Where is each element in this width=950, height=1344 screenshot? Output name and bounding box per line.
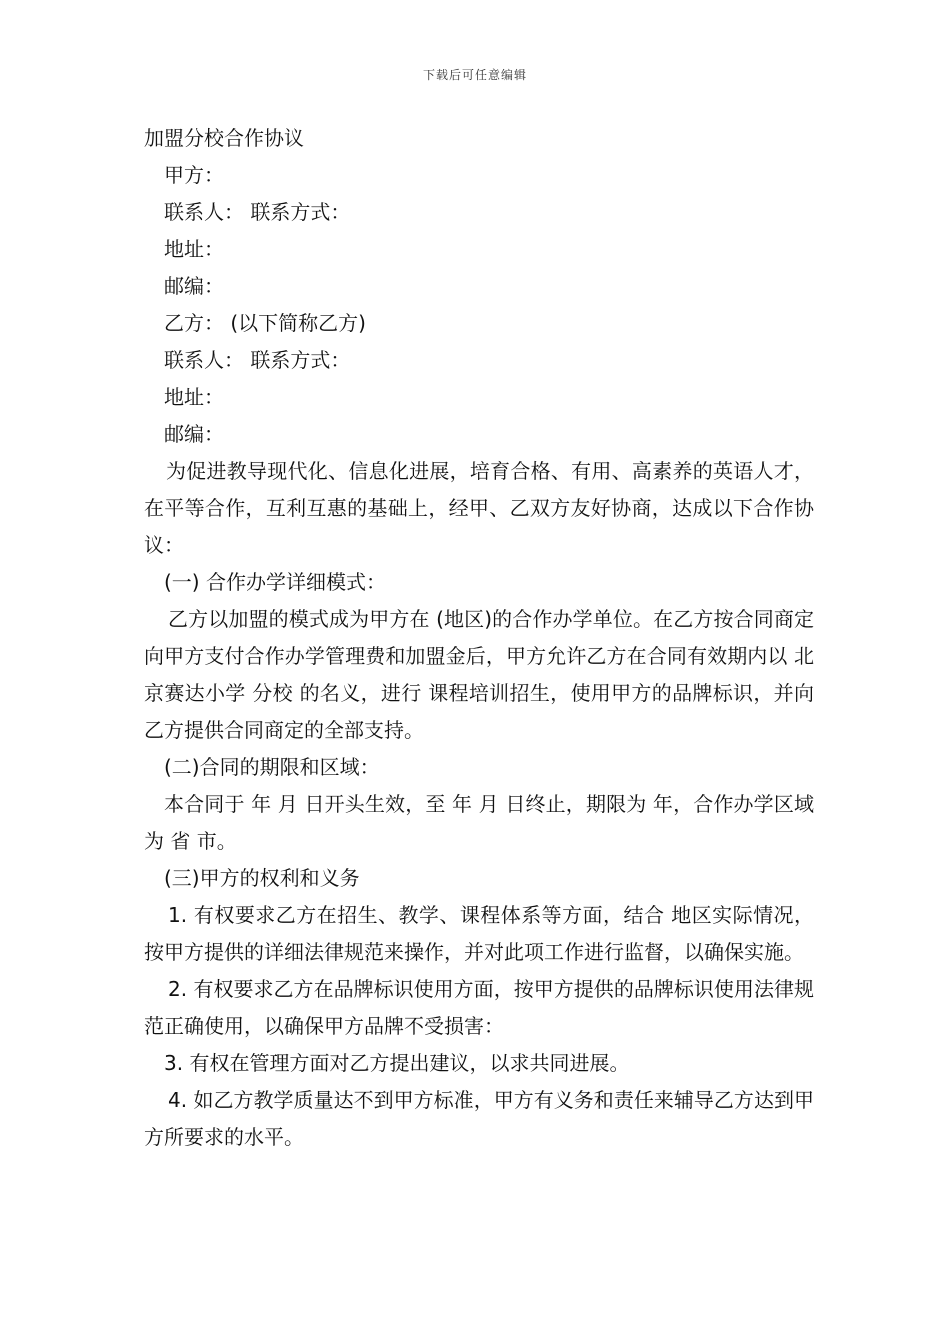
party-b-label: 乙方： (以下简称乙方) xyxy=(164,311,366,335)
section-1-heading: (一) 合作办学详细模式： xyxy=(164,570,386,594)
party-a-label: 甲方： xyxy=(164,163,224,187)
party-a-contact: 联系人： 联系方式： xyxy=(164,200,351,224)
party-b-contact: 联系人： 联系方式： xyxy=(164,348,351,372)
section-3-item-3: 3. 有权在管理方面对乙方提出建议，以求共同进展。 xyxy=(164,1051,630,1075)
intro-paragraph: 为促进教导现代化、信息化进展，培育合格、有用、高素养的英语人才，在平等合作，互利互惠的基础上，经甲、乙双方友好协商，达成以下合作协议： xyxy=(144,459,814,557)
header-note: 下载后可任意编辑 xyxy=(422,68,527,82)
section-3-heading: (三)甲方的权利和义务 xyxy=(164,866,360,890)
section-3-item-4: 4. 如乙方教学质量达不到甲方标准，甲方有义务和责任来辅导乙方达到甲方所要求的水平。 xyxy=(144,1088,814,1149)
party-a-address: 地址： xyxy=(164,237,224,261)
section-2-heading: (二)合同的期限和区域： xyxy=(164,755,380,779)
section-3-item-1: 1. 有权要求乙方在招生、教学、课程体系等方面，结合 地区实际情况，按甲方提供的详细法律规范来操作，并对此项工作进行监督，以确保实施。 xyxy=(144,903,814,964)
section-3-item-2: 2. 有权要求乙方在品牌标识使用方面，按甲方提供的品牌标识使用法律规范正确使用，以确保甲方品牌不受损害： xyxy=(144,977,814,1038)
party-a-zip: 邮编： xyxy=(164,274,224,298)
document-title: 加盟分校合作协议 xyxy=(144,126,304,150)
section-1-body: 乙方以加盟的模式成为甲方在 (地区)的合作办学单位。在乙方按合同商定向甲方支付合作办学管理费和加盟金后，甲方允许乙方在合同有效期内以 北京赛达小学 分校 的名义，进行 课程培训招生，使用甲方的品牌标识，并向乙方提供合同商定的全部支持。 xyxy=(144,607,814,742)
party-b-zip: 邮编： xyxy=(164,422,224,446)
section-2-body: 本合同于 年 月 日开头生效，至 年 月 日终止，期限为 年，合作办学区域为 省 市。 xyxy=(144,792,814,853)
party-b-address: 地址： xyxy=(164,385,224,409)
document-body xyxy=(144,120,814,1156)
